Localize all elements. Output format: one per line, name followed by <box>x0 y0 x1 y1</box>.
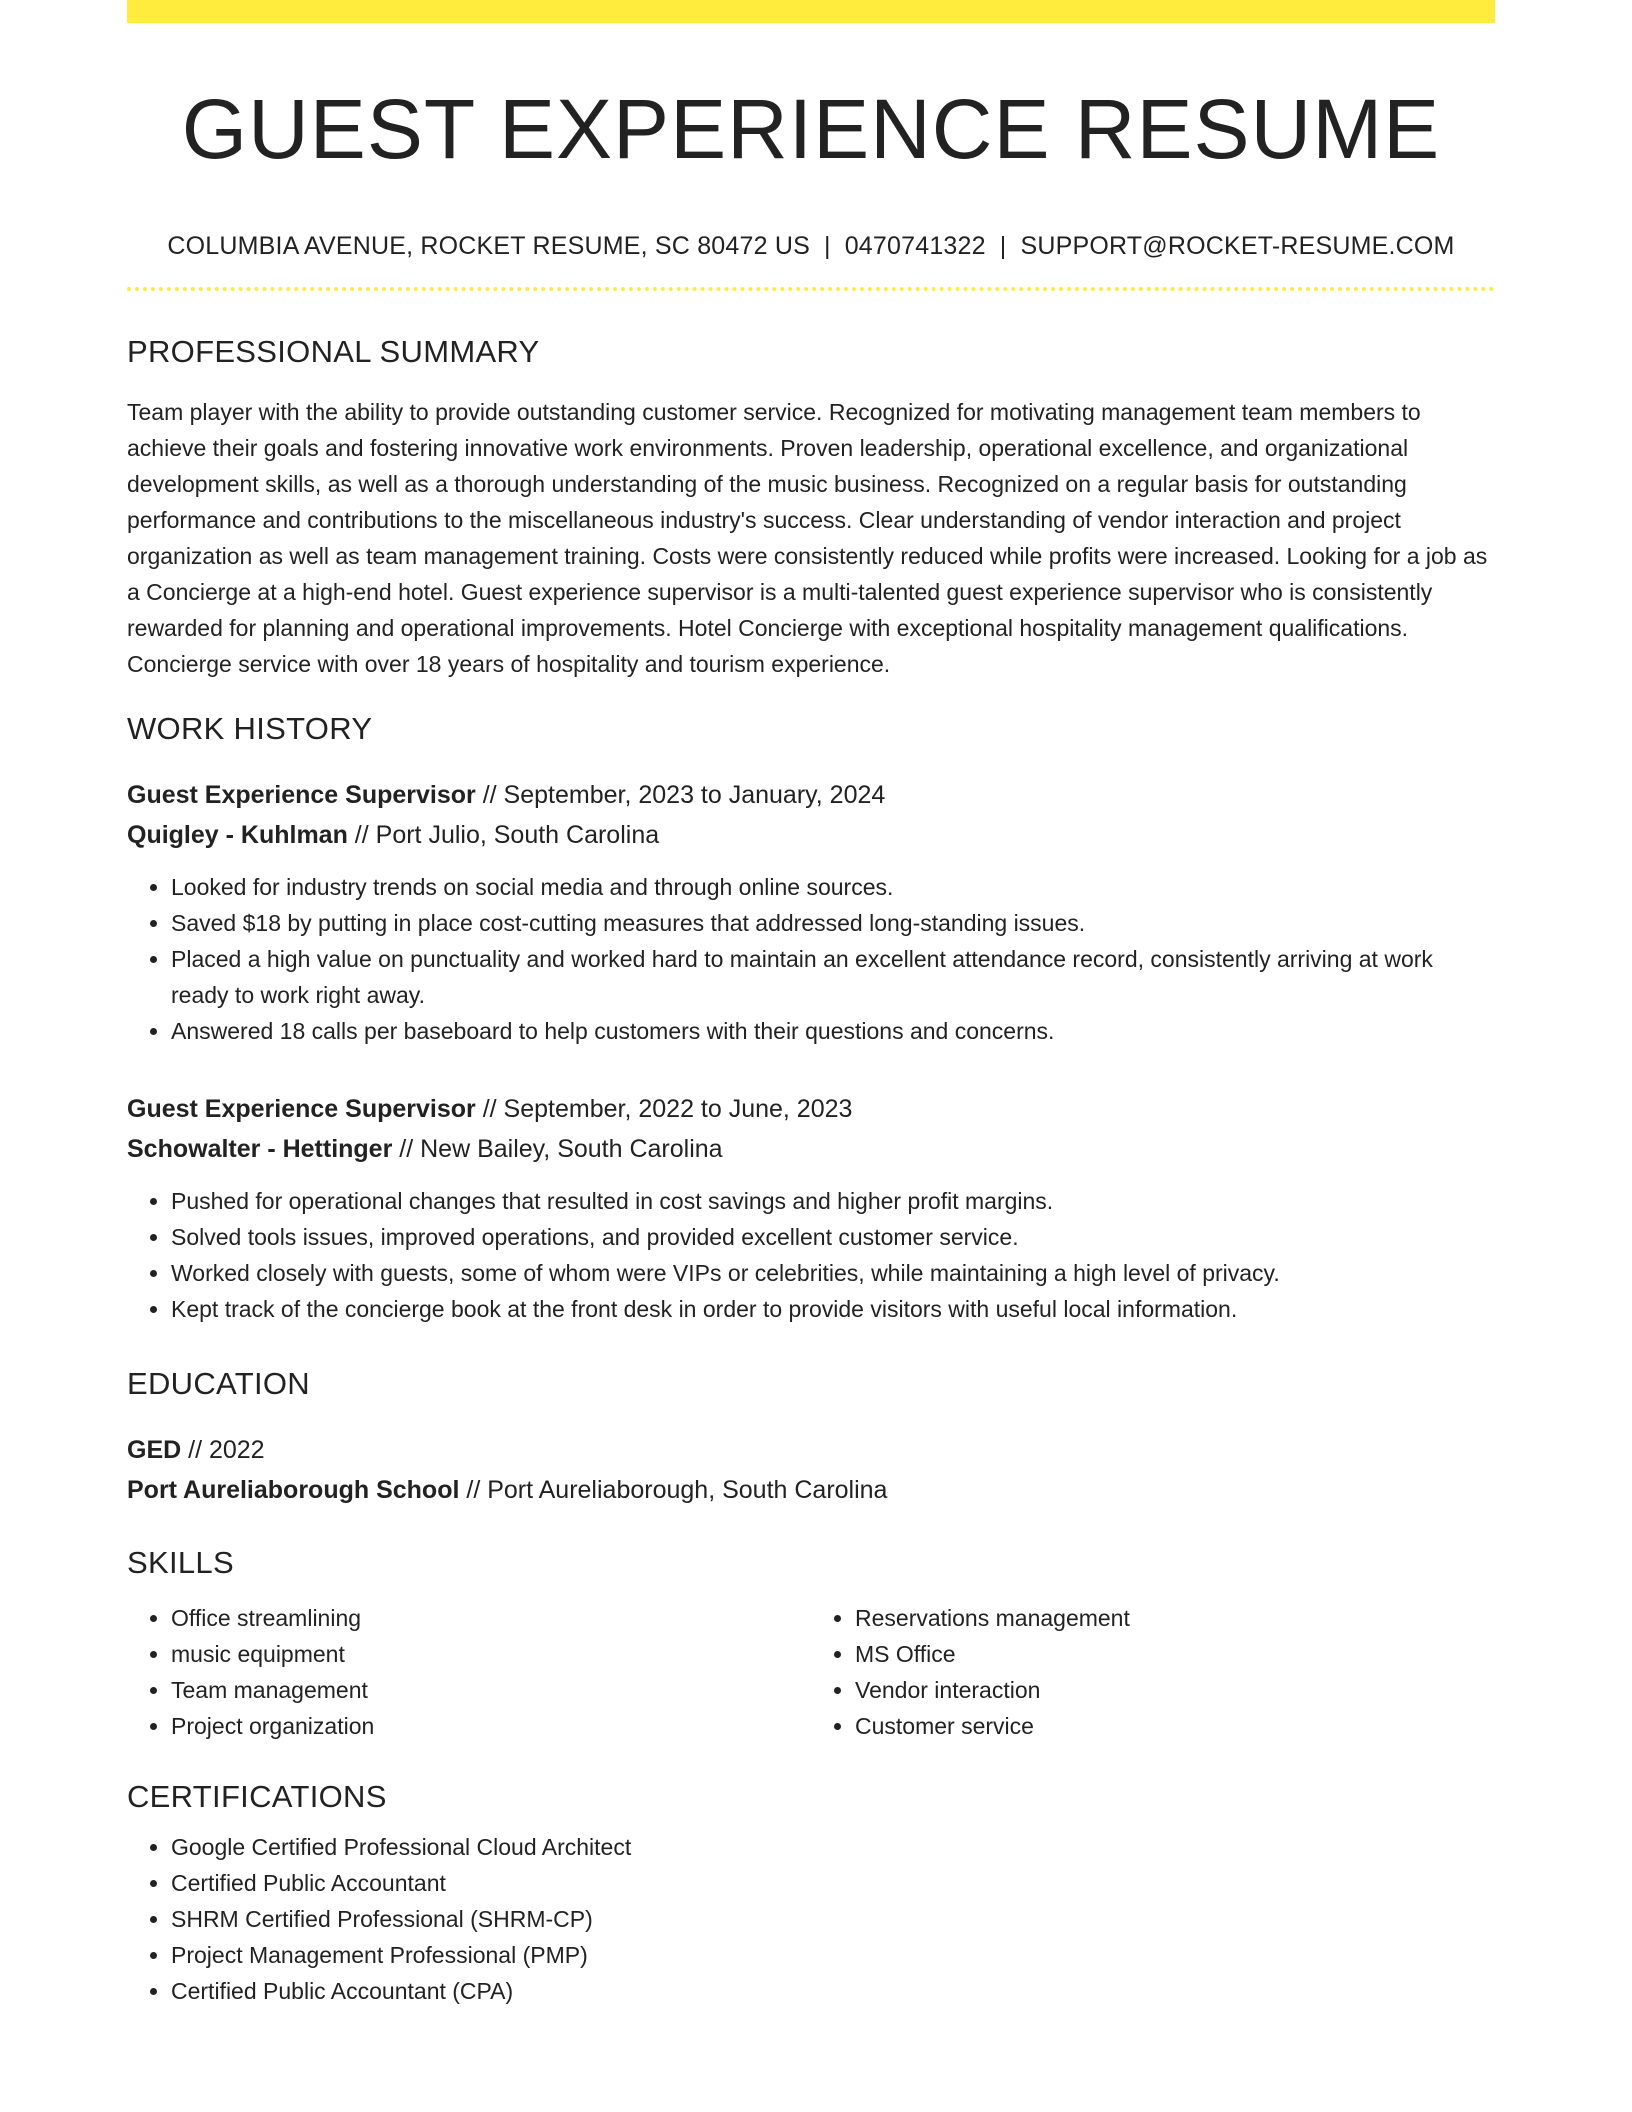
job-location: // Port Julio, South Carolina <box>347 821 660 850</box>
contact-separator: | <box>824 231 831 260</box>
education-entry <box>127 1430 1495 1510</box>
list-item: • Certified Public Accountant (CPA) <box>171 1973 1495 2009</box>
section-title-education: EDUCATION <box>127 1366 310 1402</box>
list-item: • Certified Public Accountant <box>171 1865 1495 1901</box>
job-bullets <box>127 1183 1495 1327</box>
list-item: • Project organization <box>171 1708 811 1744</box>
job-entry <box>127 1089 1495 1327</box>
certifications-list <box>127 1829 1495 2009</box>
list-item: • Reservations management <box>855 1600 1495 1636</box>
skills-grid <box>127 1600 1495 1744</box>
list-item: • Kept track of the concierge book at the front desk in order to provide visitors with useful local information. <box>171 1291 1495 1327</box>
accent-top-bar <box>127 0 1495 23</box>
dotted-divider <box>127 287 1495 291</box>
job-entry <box>127 775 1495 1049</box>
list-item: • Pushed for operational changes that resulted in cost savings and higher profit margins. <box>171 1183 1495 1219</box>
job-company-line <box>127 815 1495 855</box>
list-item: • Office streamlining <box>171 1600 811 1636</box>
job-location: // New Bailey, South Carolina <box>392 1135 723 1164</box>
contact-separator: | <box>999 231 1007 260</box>
education-school-line <box>127 1470 1495 1510</box>
list-item: • Answered 18 calls per baseboard to help customers with their questions and concerns. <box>171 1013 1495 1049</box>
education-degree: GED <box>127 1436 182 1465</box>
job-company: Schowalter - Hettinger <box>127 1135 393 1164</box>
job-role: Guest Experience Supervisor <box>127 1095 476 1124</box>
list-item: • Placed a high value on punctuality and worked hard to maintain an excellent attendance record, consistently arriving at work ready to work right away. <box>171 941 1495 1013</box>
job-bullets <box>127 869 1495 1049</box>
job-dates: // September, 2023 to January, 2024 <box>475 781 886 810</box>
education-school: Port Aureliaborough School <box>127 1476 460 1505</box>
summary-text: Team player with the ability to provide outstanding customer service. Recognized for motivating management team members to achieve their goals and fostering innovative work environments. Proven leadership, operational excellence, and organizational development skills, as well as a thorough understanding of the music business. Recognized on a regular basis for outstanding performance and contributions to the miscellaneous industry's success. Clear understanding of vendor interaction and project organization as well as team management training. Costs were consistently reduced while profits were increased. Looking for a job as a Concierge at a high-end hotel. Guest experience supervisor is a multi-talented guest experience supervisor who is consistently rewarded for planning and operational improvements. Hotel Concierge with exceptional hospitality management qualifications. Concierge service with over 18 years of hospitality and tourism experience. <box>127 398 1488 677</box>
contact-phone: 0470741322 <box>844 231 986 260</box>
list-item: • Saved $18 by putting in place cost-cutting measures that addressed long-standing issues. <box>171 905 1495 941</box>
contact-address: COLUMBIA AVENUE, ROCKET RESUME, SC 80472 US <box>167 231 810 260</box>
job-company: Quigley - Kuhlman <box>127 821 348 850</box>
list-item: • Solved tools issues, improved operations, and provided excellent customer service. <box>171 1219 1495 1255</box>
list-item: • Customer service <box>855 1708 1495 1744</box>
list-item: • SHRM Certified Professional (SHRM-CP) <box>171 1901 1495 1937</box>
list-item: • Looked for industry trends on social media and through online sources. <box>171 869 1495 905</box>
list-item: • Vendor interaction <box>855 1672 1495 1708</box>
job-company-line <box>127 1129 1495 1169</box>
list-item: • Google Certified Professional Cloud Architect <box>171 1829 1495 1865</box>
section-title-skills: SKILLS <box>127 1545 234 1581</box>
job-role-line <box>127 1089 1495 1129</box>
education-year: // 2022 <box>181 1436 265 1465</box>
section-title-certifications: CERTIFICATIONS <box>127 1778 387 1814</box>
list-item: • Team management <box>171 1672 811 1708</box>
education-degree-line <box>127 1430 1495 1470</box>
skills-column-left <box>127 1600 811 1744</box>
job-role: Guest Experience Supervisor <box>127 781 476 810</box>
job-dates: // September, 2022 to June, 2023 <box>475 1095 853 1124</box>
section-title-work-history: WORK HISTORY <box>127 710 373 746</box>
list-item: • music equipment <box>171 1636 811 1672</box>
contact-line <box>127 232 1495 261</box>
list-item: • MS Office <box>855 1636 1495 1672</box>
education-location: // Port Aureliaborough, South Carolina <box>459 1476 888 1505</box>
section-title-summary: PROFESSIONAL SUMMARY <box>127 333 540 369</box>
resume-title: GUEST EXPERIENCE RESUME <box>181 82 1441 176</box>
list-item: • Project Management Professional (PMP) <box>171 1937 1495 1973</box>
job-role-line <box>127 775 1495 815</box>
skills-column-right <box>811 1600 1495 1744</box>
contact-email: SUPPORT@ROCKET-RESUME.COM <box>1020 231 1455 260</box>
list-item: • Worked closely with guests, some of whom were VIPs or celebrities, while maintaining a high level of privacy. <box>171 1255 1495 1291</box>
resume-page <box>127 0 1495 2009</box>
